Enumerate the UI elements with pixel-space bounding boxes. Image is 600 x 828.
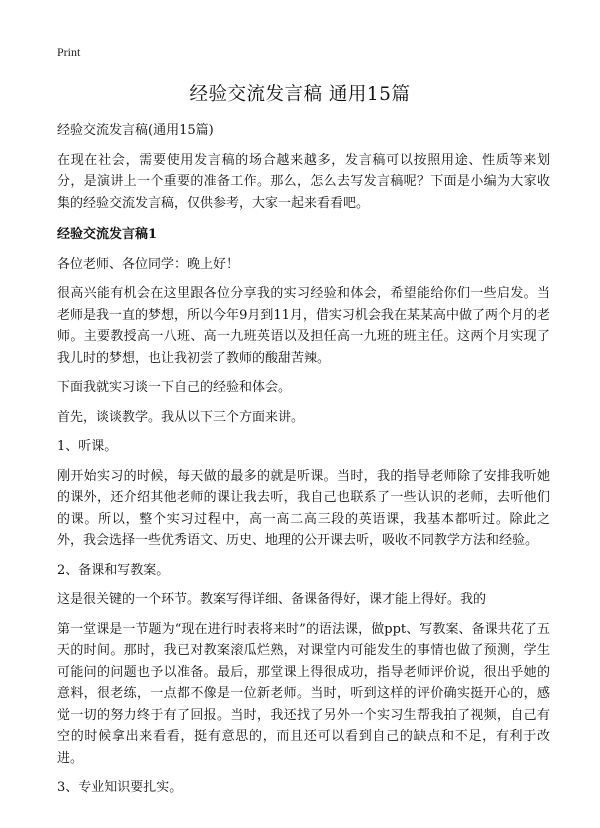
- paragraph-5: 这是很关键的一个环节。教案写得详细、备课备得好，课才能上得好。我的: [57, 592, 487, 607]
- paragraph-4: 刚开始实习的时候，每天做的最多的就是听课。当时，我的指导老师除了安排我听她的课外，还介绍其他老师的课让我去听，我自己也联系了一些认识的老师，去听他们的课。所以，整个实习过程中，高一高二高三段的英语课，我基本都听过。除此之外，我会选择一些优秀语文、历史、地理的公开课去听，吸收不同教学方法和经验。: [57, 468, 550, 548]
- intro-paragraph: 在现在社会，需要使用发言稿的场合越来越多，发言稿可以按照用途、性质等来划分，是演讲上一个重要的准备工作。那么，怎么去写发言稿呢？下面是小编为大家收集的经验交流发言稿，仅供参考，大家一起来看看吧。: [57, 152, 550, 211]
- document-subtitle: 经验交流发言稿(通用15篇): [57, 123, 214, 138]
- document-title: 经验交流发言稿 通用15篇: [189, 84, 411, 105]
- paragraph-1: 很高兴能有机会在这里跟各位分享我的实习经验和体会，希望能给你们一些启发。当老师是我一直的梦想，所以今年9月到11月，借实习机会我在某某高中做了两个月的老师。主要教授高一八班、高一九班英语以及担任高一九班的班主任。这两个月实现了我儿时的梦想，也让我初尝了教师的酸甜苦辣。: [57, 286, 550, 366]
- section-heading: 经验交流发言稿1: [57, 227, 158, 242]
- list-item-1: 1、听课。: [57, 439, 118, 454]
- paragraph-2: 下面我就实习谈一下自己的经验和体会。: [57, 380, 292, 395]
- list-item-2: 2、备课和写教案。: [57, 562, 170, 578]
- paragraph-6: 第一堂课是一节题为“现在进行时表将来时”的语法课，做ppt、写教案、备课共花了五天的时间。那时，我已对教案滚瓜烂熟，对课堂内可能发生的事情也做了预测，学生可能问的问题也予以准备。最后，那堂课上得很成功，指导老师评价说，很出乎她的意料，很老练，一点都不像是一位新老师。当时，听到这样的评价确实挺开心的，感觉一切的努力终于有了回报。当时，我还找了另外一个实习生帮我拍了视频，自己有空的时候拿出来看看，挺有意思的，而且还可以看到自己的缺点和不足，有利于改进。: [57, 621, 550, 766]
- print-link[interactable]: Print: [57, 45, 81, 59]
- document-body: [57, 120, 550, 799]
- greeting-paragraph: 各位老师、各位同学：晚上好！: [57, 256, 240, 272]
- paragraph-3: 首先，谈谈教学。我从以下三个方面来讲。: [57, 409, 305, 425]
- list-item-3: 3、专业知识要扎实。: [57, 780, 183, 795]
